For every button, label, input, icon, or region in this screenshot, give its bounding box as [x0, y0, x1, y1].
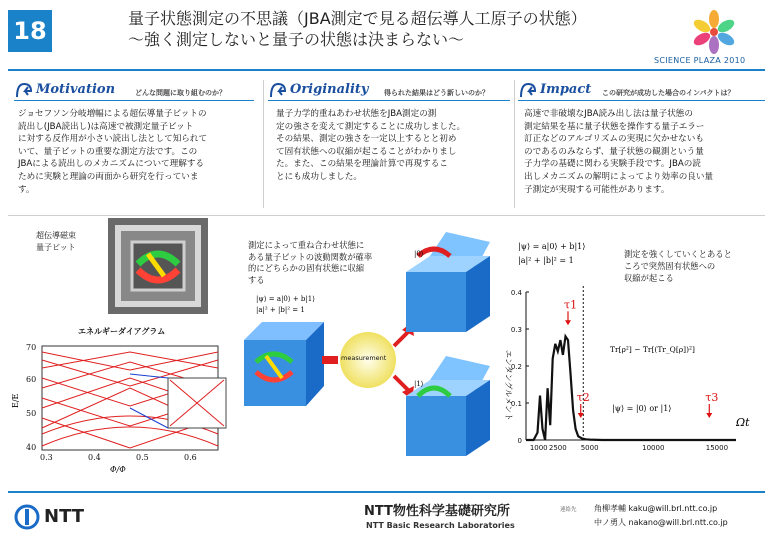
chart-formula [518, 240, 585, 268]
impact-line: 訂正などのアルゴリズムの実現に欠かせないも [524, 134, 704, 145]
chart-note-line: 測定を強くしていくとあると [624, 249, 732, 259]
motivation-heading: Motivation [36, 82, 116, 97]
chart-note [624, 248, 764, 284]
originality-line: その結果、測定の強さを一定以上するとと初め [276, 134, 457, 145]
section-divider [8, 215, 765, 216]
impact-line: 出しメカニズムの解明によってより効率の良い量 [524, 171, 714, 182]
chart-xlabel: Ωt [736, 416, 750, 429]
chart-y-tick-label: 0.4 [510, 289, 522, 297]
impact-line: 測定結果を基に量子状態を操作する量子エラー [524, 121, 705, 132]
measurement-label: measurement [341, 354, 387, 362]
measurement-description-line: する [248, 274, 265, 285]
chart-marker-head [565, 320, 571, 325]
energy-ylabel: E/E [11, 393, 20, 408]
chart-marker-label: τ2 [576, 391, 590, 404]
originality-line: た。また、この結果を理論計算で再現するこ [276, 159, 448, 170]
originality-line: 量子力学的重ねあわせ状態をJBA測定の測 [276, 109, 437, 119]
ntt-logo-icon [14, 504, 40, 530]
motivation-rule [14, 100, 254, 101]
impact-icon [518, 81, 538, 101]
energy-xtick: 0.6 [184, 453, 197, 462]
title-line-1: 量子状態測定の不思議（JBA測定で見る超伝導人工原子の状態） [128, 9, 587, 28]
motivation-icon [14, 81, 34, 101]
chart-y-tick-label: 0.2 [510, 363, 522, 371]
ket-1: |1⟩ [414, 380, 424, 388]
motivation-line: ために実験と理論の両面から研究を行っていま [18, 171, 199, 182]
entanglement-chart [496, 280, 766, 480]
lab-name: NTT物性科学基礎研究所 [364, 504, 510, 519]
science-plaza-logo-icon [688, 8, 740, 56]
superposition-formula [256, 294, 315, 316]
qubit-label-line: 量子ビット [36, 243, 76, 252]
motivation-text [18, 108, 262, 196]
superposition-formula-line: |ψ⟩ = a|0⟩ + b|1⟩ [256, 295, 315, 303]
impact-line: 子測定が実現する可能性があります。 [524, 184, 670, 195]
contact-line: 角柳孝輔 kaku@will.brl.ntt.co.jp [594, 504, 718, 513]
mixed-formula: |ψ⟩ = |0⟩ or |1⟩ [612, 404, 672, 413]
measurement-description-line: 的にどちらかの固有状態に収縮 [248, 263, 365, 273]
impact-line: 子力学の基礎に関わる実験手段です。JBAの読 [524, 159, 701, 170]
contact-label: 連絡先 [560, 507, 577, 513]
superposition-cube [244, 322, 324, 406]
energy-xtick: 0.5 [136, 453, 149, 462]
motivation-line: す。 [18, 184, 35, 195]
originality-line: とにも成功しました。 [276, 171, 362, 182]
top-rule [8, 69, 765, 71]
chart-x-tick-label: 2500 [548, 444, 567, 452]
impact-rule [518, 100, 765, 101]
chart-marker-label: τ1 [564, 298, 578, 312]
energy-ytick: 70 [26, 343, 37, 352]
motivation-question: どんな問題に取り組むのか？ [135, 89, 226, 97]
chart-formula-line: |a|² + |b|² = 1 [518, 256, 574, 265]
energy-xlabel: Φ/Φ [110, 465, 126, 474]
divider [514, 80, 515, 208]
qubit-label-line: 超伝導磁束 [36, 231, 76, 240]
title-line-2: 〜強く測定しないと量子の状態は決まらない〜 [128, 30, 465, 49]
lab-name-english: NTT Basic Research Laboratories [366, 521, 515, 530]
chart-x-tick-label: 5000 [580, 444, 599, 452]
motivation-line: ジョセフソン分岐増幅による超伝導量子ビットの [18, 109, 207, 119]
originality-icon [268, 81, 288, 101]
poster-number: 18 [8, 10, 52, 52]
impact-question: この研究が成功した場合のインパクトは？ [602, 89, 735, 97]
entropy-formula: Tr[ρ²] − Tr[(Tr_Q[ρ])²] [610, 345, 695, 354]
chart-series [526, 298, 736, 440]
originality-line: 定の強さを変えて測定することに成功しました。 [276, 121, 466, 132]
energy-xtick: 0.4 [88, 453, 101, 462]
measurement-description-line: 測定によって重ね合わせ状態に [248, 240, 365, 250]
motivation-line: いて、量子ビットの重要な測定方法です。この [18, 146, 198, 157]
chart-formula-line: |ψ⟩ = a|0⟩ + b|1⟩ [518, 242, 586, 251]
chart-marker-label: τ3 [705, 391, 719, 404]
bottom-rule [8, 491, 765, 493]
measurement-description [248, 240, 408, 286]
state-1-cube [406, 356, 496, 456]
superposition-formula-line: |a|² + |b|² = 1 [256, 306, 305, 314]
energy-ytick: 40 [26, 443, 37, 452]
motivation-line: に対する反作用が小さい読出し法として知られて [18, 134, 208, 145]
impact-heading: Impact [540, 82, 592, 97]
divider [263, 80, 264, 208]
chart-y-tick-label: 0.3 [510, 326, 522, 334]
impact-line: 高速で非破壊なJBA読み出し法は量子状態の [524, 109, 693, 119]
energy-ytick: 50 [26, 409, 37, 418]
logo-text: SCIENCE PLAZA 2010 [654, 56, 746, 65]
chart-note-line: 収縮が起こる [624, 273, 674, 283]
contact-info [594, 502, 728, 530]
chart-x-tick-label: 10000 [642, 444, 665, 452]
chart-x-tick-label: 15000 [705, 444, 729, 452]
measurement-description-line: ある量子ビットの波動関数が確率 [248, 251, 373, 262]
chart-ylabel: エンタングルメント [504, 350, 513, 422]
originality-question: 得られた結果はどう新しいのか？ [384, 89, 489, 97]
chart-marker-head [706, 413, 712, 418]
energy-ytick: 60 [26, 375, 37, 384]
chart-note-line: ころで突然固有状態への [624, 261, 716, 271]
energy-diagram-title: エネルギーダイアグラム [78, 327, 166, 336]
chart-x-tick-label: 1000 [529, 444, 548, 452]
originality-heading: Originality [290, 82, 369, 97]
originality-rule [268, 100, 510, 101]
chart-y-tick-label: 0.1 [510, 400, 522, 408]
motivation-line: 読出し(JBA読出し)は高速で被測定量子ビット [18, 121, 194, 132]
qubit-photo [108, 218, 208, 314]
ket-0: |0⟩ [414, 250, 424, 258]
ntt-logo-text: NTT [44, 506, 85, 527]
contact-line: 中ノ勇人 nakano@will.brl.ntt.co.jp [594, 518, 728, 527]
chart-y-tick-label: 0 [517, 437, 522, 445]
impact-text [524, 108, 764, 196]
energy-xtick: 0.3 [40, 453, 53, 462]
qubit-label [36, 230, 76, 254]
poster-title [128, 8, 587, 50]
motivation-line: JBAによる読出しのメカニズムについて理解する [18, 159, 205, 170]
impact-line: のであるのみならず、量子状態の観測という量 [524, 146, 704, 157]
originality-line: て固有状態への収縮が起こることがわかりまし [276, 146, 457, 157]
state-0-cube [406, 232, 496, 332]
originality-text [276, 108, 510, 184]
energy-diagram [8, 338, 238, 468]
